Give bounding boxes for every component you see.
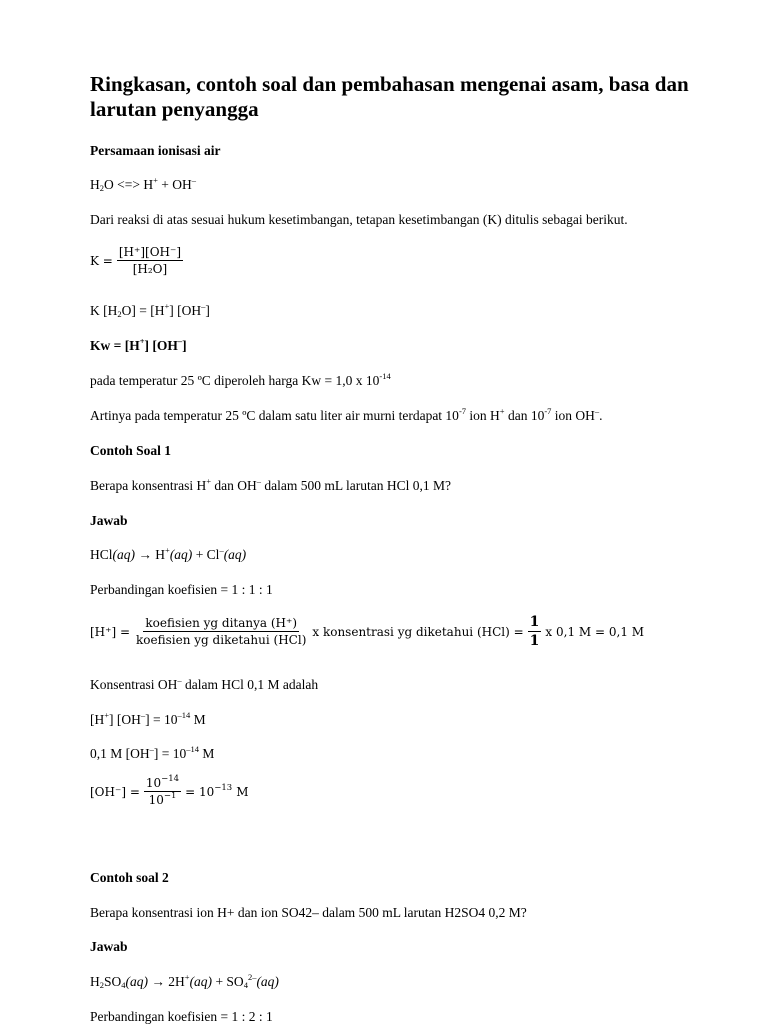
equilibrium-constant-formula — [90, 245, 187, 276]
oh-denominator: $10^{-1}$ — [148, 791, 177, 807]
k-water-line: K $[H_2O] = [H^+]$ [OH–] — [90, 301, 210, 319]
h-label: [H⁺] = — [90, 624, 131, 639]
example-1-heading: Contoh Soal 1 — [90, 443, 172, 458]
oh-result-formula — [90, 776, 249, 807]
known-concentration-text: x konsentrasi yg diketahui (HCl) = — [312, 624, 524, 639]
ratio-fraction — [528, 614, 542, 649]
h2so4-reaction: $H_2SO_4(aq) \to 2H^+(aq) + SO_4^{2-}(aq)$ — [90, 972, 279, 990]
ratio-denominator: 1 — [529, 633, 540, 649]
kw-definition: Kw = [H+] [OH–] — [90, 336, 187, 353]
oh-substitution-line: 0,1 M $[OH^-] = 10^{-14}$ M — [90, 744, 215, 761]
hcl-reaction: HCl(aq) → H+(aq) + Cl–(aq) — [90, 545, 247, 562]
coefficient-ratio-1: Perbandingan koefisien = 1 : 1 : 1 — [90, 582, 273, 597]
example-2-question: Berapa konsentrasi ion H+ dan ion SO42– dalam 500 mL larutan H2SO4 0,2 M? — [90, 905, 527, 920]
oh-numerator: $10^{-14}$ — [145, 774, 180, 790]
answer-label-2: Jawab — [90, 939, 128, 954]
page-title: Ringkasan, contoh soal dan pembahasan mengenai asam, basa dan larutan penyangga — [90, 72, 689, 121]
ionization-equation: $H_2O$ <=> H+ + OH– — [90, 175, 197, 193]
equilibrium-intro-paragraph: Dari reaksi di atas sesuai hukum kesetimbangan, tetapan kesetimbangan (K) ditulis sebagai berikut. — [90, 212, 628, 227]
oh-result: = $10^{-13}$ M — [185, 782, 249, 799]
kw-temperature-line: pada temperatur 25 ºC diperoleh harga Kw = 1,0 x $10^{-14}$ — [90, 371, 391, 388]
oh-concentration-intro: Konsentrasi OH– dalam HCl 0,1 M adalah — [90, 675, 319, 692]
kw-product-line: [H+] $[OH^-] = 10^{-14}$ M — [90, 710, 206, 727]
k-label: K = — [90, 253, 113, 268]
coefficient-ratio-2: Perbandingan koefisien = 1 : 2 : 1 — [90, 1009, 273, 1024]
k-fraction — [117, 245, 183, 276]
example-2-heading: Contoh soal 2 — [90, 870, 169, 885]
oh-label: [OH⁻] = — [90, 784, 140, 799]
answer-label-1: Jawab — [90, 513, 128, 528]
h-result: x 0,1 M = 0,1 M — [545, 624, 645, 639]
ratio-numerator: 1 — [529, 614, 540, 630]
k-numerator: [H⁺][OH⁻] — [118, 245, 182, 259]
example-1-question: Berapa konsentrasi H+ dan OH– dalam 500 mL larutan HCl 0,1 M? — [90, 476, 451, 493]
k-denominator: [H₂O] — [132, 262, 168, 276]
coefficient-denominator: koefisien yg diketahui (HCl) — [136, 633, 307, 647]
coefficient-fraction — [134, 616, 308, 647]
h-concentration-formula — [90, 614, 644, 649]
artinya-paragraph: Artinya pada temperatur 25 ºC dalam satu liter air murni terdapat $10^{-7}$ ion H+ dan $10^{-7}$ ion OH–. — [90, 406, 603, 423]
section-heading-ionization: Persamaan ionisasi air — [90, 143, 221, 158]
coefficient-numerator: koefisien yg ditanya (H⁺) — [145, 616, 298, 630]
oh-fraction — [144, 776, 181, 807]
